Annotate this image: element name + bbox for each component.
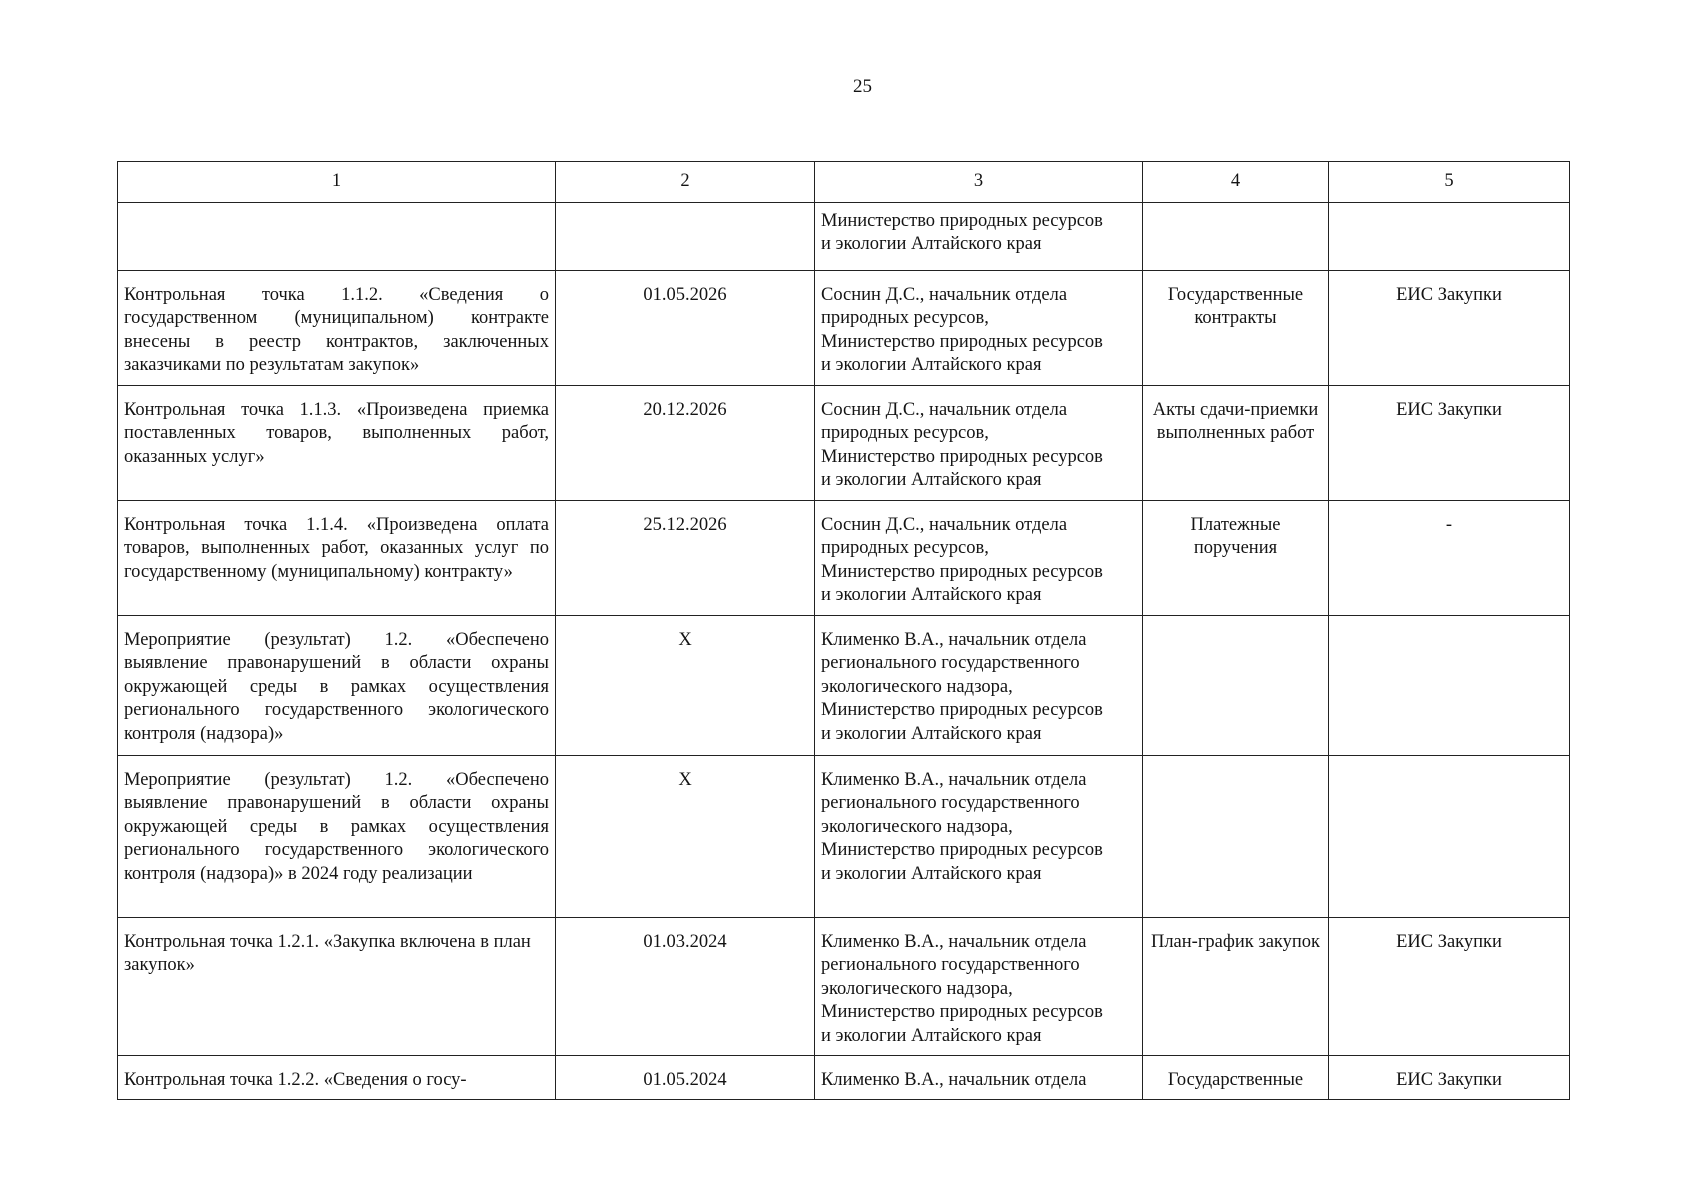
responsible-line: Министерство природных ресурсов: [821, 700, 1103, 720]
responsible-line: и экологии Алтайского края: [821, 470, 1042, 490]
item-cell: [118, 202, 556, 270]
responsible-cell: [815, 917, 1143, 1055]
document-cell: [1143, 755, 1329, 917]
responsible-line: и экологии Алтайского края: [821, 585, 1042, 605]
system-cell: ЕИС Закупки: [1329, 270, 1570, 385]
document-cell: Государственные: [1143, 1055, 1329, 1099]
responsible-line: Министерство природных ресурсов: [821, 561, 1103, 582]
responsible-cell: [815, 270, 1143, 385]
responsible-line: Клименко В.А., начальник отдела: [821, 1069, 1087, 1090]
system-cell: ЕИС Закупки: [1329, 917, 1570, 1055]
responsible-line: и экологии Алтайского края: [821, 1025, 1042, 1046]
column-header: 2: [556, 162, 815, 203]
responsible-line: природных ресурсов,: [821, 423, 989, 443]
responsible-line: Министерство природных ресурсов: [821, 446, 1103, 467]
responsible-line: и экологии Алтайского края: [821, 355, 1042, 375]
responsible-line: экологического надзора,: [821, 676, 1013, 697]
column-header: 1: [118, 162, 556, 203]
table-row: [118, 1055, 1570, 1099]
table-row: [118, 202, 1570, 270]
table-row: [118, 755, 1570, 917]
system-cell: ЕИС Закупки: [1329, 385, 1570, 500]
responsible-line: и экологии Алтайского края: [821, 234, 1042, 254]
item-cell: Контрольная точка 1.1.2. «Сведения о государственном (муниципальном) контракте внесены в реестр контрактов, заключенных заказчиками по результатам закупок»: [118, 270, 556, 385]
system-cell: ЕИС Закупки: [1329, 1055, 1570, 1099]
responsible-line: экологического надзора,: [821, 816, 1013, 837]
responsible-line: регионального государственного: [821, 653, 1080, 673]
date-cell: X: [556, 615, 815, 755]
responsible-line: Министерство природных ресурсов: [821, 331, 1103, 352]
table-row: [118, 500, 1570, 615]
responsible-line: Клименко В.А., начальник отдела: [821, 769, 1087, 790]
header-row: [118, 162, 1570, 203]
responsible-cell: [815, 755, 1143, 917]
item-cell: Контрольная точка 1.1.3. «Произведена приемка поставленных товаров, выполненных работ, оказанных услуг»: [118, 385, 556, 500]
item-cell: Контрольная точка 1.1.4. «Произведена оплата товаров, выполненных работ, оказанных услуг по государственному (муниципальному) контракту»: [118, 500, 556, 615]
document-cell: Государственные контракты: [1143, 270, 1329, 385]
item-cell: Контрольная точка 1.2.2. «Сведения о госу-: [118, 1055, 556, 1099]
item-cell: Контрольная точка 1.2.1. «Закупка включена в план закупок»: [118, 917, 556, 1055]
plan-table: [117, 161, 1570, 1100]
document-cell: Платежные поручения: [1143, 500, 1329, 615]
document-cell: Акты сдачи-приемки выполненных работ: [1143, 385, 1329, 500]
item-cell: Мероприятие (результат) 1.2. «Обеспечено выявление правонарушений в области охраны окружающей среды в рамках осуществления регионального государственного экологического контроля (надзора)»: [118, 615, 556, 755]
responsible-line: Министерство природных ресурсов: [821, 1002, 1103, 1022]
responsible-line: Министерство природных ресурсов: [821, 840, 1103, 860]
responsible-line: Соснин Д.С., начальник отдела: [821, 514, 1068, 535]
responsible-line: Министерство природных ресурсов: [821, 210, 1103, 231]
item-cell: Мероприятие (результат) 1.2. «Обеспечено выявление правонарушений в области охраны окружающей среды в рамках осуществления регионального государственного экологического контроля (надзора)» в 2024 году реализации: [118, 755, 556, 917]
date-cell: 25.12.2026: [556, 500, 815, 615]
date-cell: 01.05.2024: [556, 1055, 815, 1099]
responsible-cell: [815, 615, 1143, 755]
responsible-cell: [815, 202, 1143, 270]
responsible-line: природных ресурсов,: [821, 308, 989, 328]
date-cell: [556, 202, 815, 270]
date-cell: X: [556, 755, 815, 917]
responsible-cell: [815, 500, 1143, 615]
system-cell: -: [1329, 500, 1570, 615]
responsible-line: Соснин Д.С., начальник отдела: [821, 399, 1068, 420]
date-cell: 01.05.2026: [556, 270, 815, 385]
responsible-line: природных ресурсов,: [821, 538, 989, 558]
responsible-line: Клименко В.А., начальник отдела: [821, 931, 1087, 952]
column-header: 4: [1143, 162, 1329, 203]
system-cell: [1329, 615, 1570, 755]
document-cell: [1143, 615, 1329, 755]
document-cell: План-график закупок: [1143, 917, 1329, 1055]
responsible-line: и экологии Алтайского края: [821, 723, 1042, 744]
date-cell: 20.12.2026: [556, 385, 815, 500]
document-cell: [1143, 202, 1329, 270]
table-row: [118, 917, 1570, 1055]
table-row: [118, 615, 1570, 755]
responsible-cell: [815, 1055, 1143, 1099]
responsible-line: и экологии Алтайского края: [821, 863, 1042, 884]
responsible-line: Соснин Д.С., начальник отдела: [821, 284, 1068, 305]
system-cell: [1329, 202, 1570, 270]
responsible-line: регионального государственного: [821, 793, 1080, 813]
responsible-line: Клименко В.А., начальник отдела: [821, 629, 1087, 650]
date-cell: 01.03.2024: [556, 917, 815, 1055]
table-row: [118, 385, 1570, 500]
column-header: 5: [1329, 162, 1570, 203]
responsible-line: экологического надзора,: [821, 978, 1013, 999]
responsible-cell: [815, 385, 1143, 500]
table-row: [118, 270, 1570, 385]
responsible-line: регионального государственного: [821, 955, 1080, 975]
system-cell: [1329, 755, 1570, 917]
column-header: 3: [815, 162, 1143, 203]
page-number: 25: [853, 76, 872, 97]
